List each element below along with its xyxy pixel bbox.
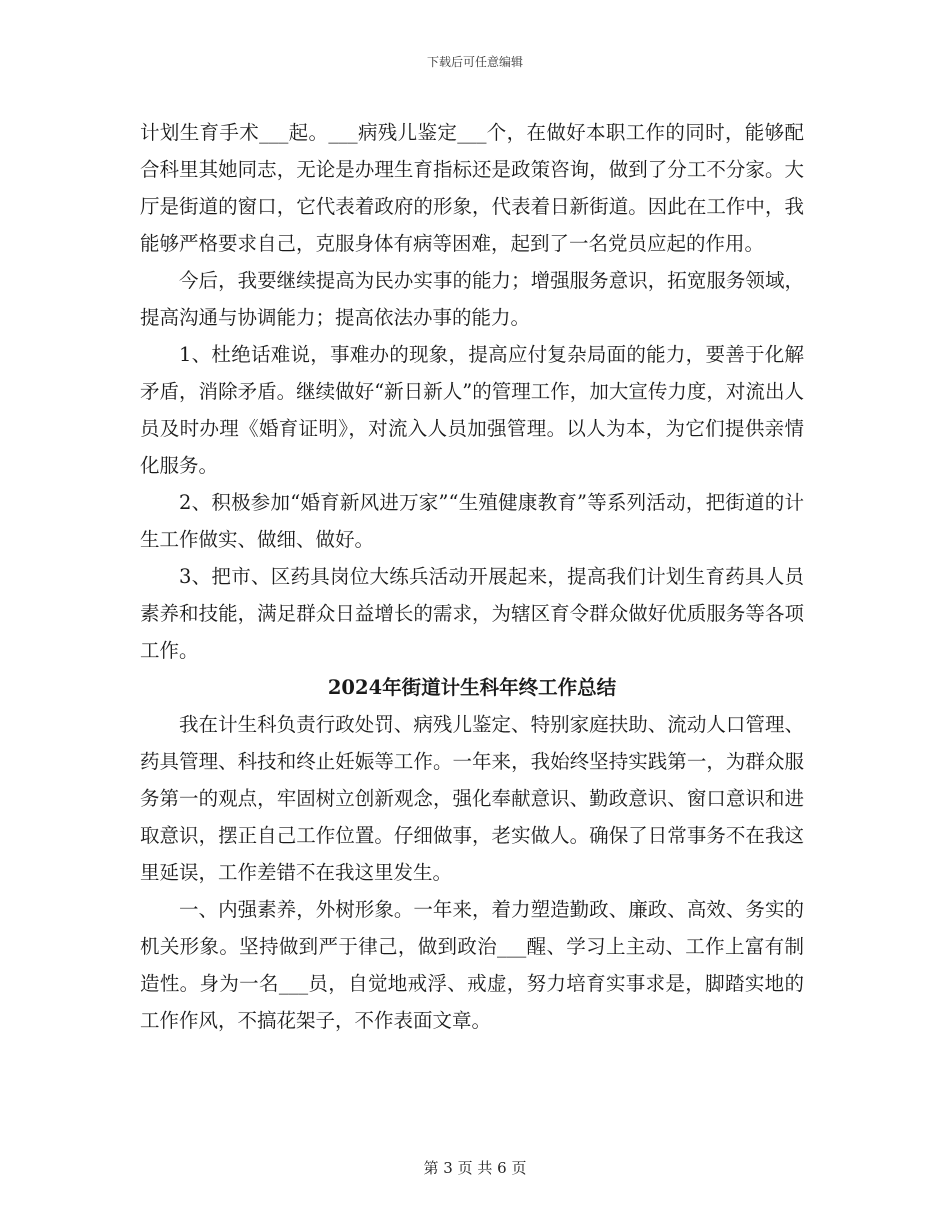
paragraph-summary-intro: 我在计生科负责行政处罚、病残儿鉴定、特别家庭扶助、流动人口管理、药具管理、科技和终止妊娠等工作。一年来，我始终坚持实践第一，为群众服务第一的观点，牢固树立创新观念，强化奉献意识、勤政意识、窗口意识和进取意识，摆正自己工作位置。仔细做事，老实做人。确保了日常事务不在我这里延误，工作差错不在我这里发生。 — [140, 713, 804, 884]
paragraph-summary-point-1: 一、内强素养，外树形象。一年来，着力塑造勤政、廉政、高效、务实的机关形象。坚持做到严于律己，做到政治___醒、学习上主动、工作上富有制造性。身为一名___员，自觉地戒浮、戒虚，努力培育实事求是，脚踏实地的工作作风，不搞花架子，不作表面文章。 — [140, 898, 804, 1032]
page-header: 下载后可任意编辑 — [426, 55, 523, 69]
paragraph-continuation: 计划生育手术___起。___病残儿鉴定___个，在做好本职工作的同时，能够配合科里其她同志，无论是办理生育指标还是政策咨询，做到了分工不分家。大厅是街道的窗口，它代表着政府的形象，代表着日新街道。因此在工作中，我能够严格要求自己，克服身体有病等困难，起到了一名党员应起的作用。 — [140, 121, 804, 255]
paragraph-item-1: 1、杜绝话难说，事难办的现象，提高应付复杂局面的能力，要善于化解矛盾，消除矛盾。继续做好“新日新人”的管理工作，加大宣传力度，对流出人员及时办理《婚育证明》，对流入人员加强管理。以人为本，为它们提供亲情化服务。 — [140, 343, 804, 477]
section-title: 2024年街道计生科年终工作总结 — [327, 676, 617, 699]
paragraph-item-3: 3、把市、区药具岗位大练兵活动开展起来，提高我们计划生育药具人员素养和技能，满足群众日益增长的需求，为辖区育令群众做好优质服务等各项工作。 — [140, 565, 804, 662]
paragraph-future-plans: 今后，我要继续提高为民办实事的能力；增强服务意识，拓宽服务领域，提高沟通与协调能力；提高依法办事的能力。 — [140, 269, 804, 329]
document-body — [140, 114, 804, 1039]
page-number: 第 3 页 共 6 页 — [423, 1159, 527, 1177]
paragraph-item-2: 2、积极参加“婚育新风进万家”“生殖健康教育”等系列活动，把街道的计生工作做实、做细、做好。 — [140, 491, 804, 551]
